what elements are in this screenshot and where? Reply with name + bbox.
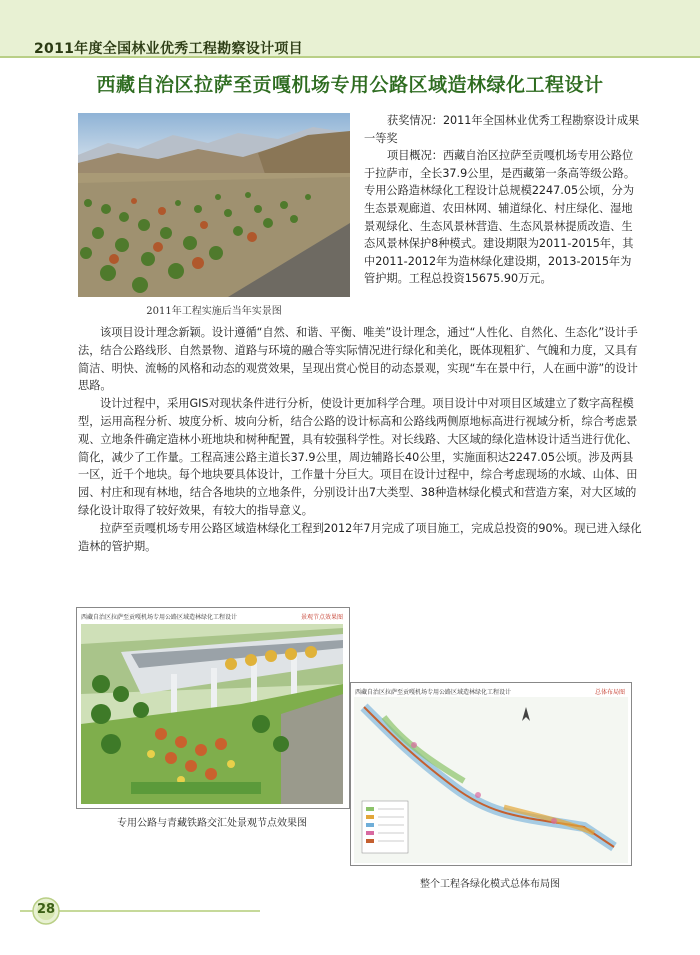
figure-sheet-label: 总体布局图	[594, 689, 625, 696]
project-summary	[364, 112, 640, 288]
footer-decoration	[0, 895, 700, 935]
body-paragraph: 该项目设计理念新颖。设计遵循“自然、和谐、平衡、唯美”设计理念，通过“人性化、自然化、生态化”设计手法，结合公路线形、自然景物、道路与环境的融合等实际情况进行绿化和美化，既体现粗犷、气魄和力度，又具有简洁、明快、流畅的风格和动态的观赏效果，呈现出赏心悦目的动态景观，实现“车在景中行，人在画中游”的设计思路。	[78, 326, 638, 393]
header-title: 2011年度全国林业优秀工程勘察设计项目	[34, 41, 303, 57]
figure-header: 西藏自治区拉萨至贡嘎机场专用公路区域造林绿化工程设计	[81, 614, 238, 621]
site-photo	[78, 113, 350, 297]
photo-caption: 2011年工程实施后当年实景图	[146, 306, 282, 317]
figure3-caption: 整个工程各绿化模式总体布局图	[420, 879, 560, 890]
figure2-caption: 专用公路与青藏铁路交汇处景观节点效果图	[117, 818, 307, 829]
figure-sheet-label: 景观节点效果图	[300, 614, 343, 621]
landscape-rendering	[81, 624, 343, 804]
body-paragraph: 拉萨至贡嘎机场专用公路区域造林绿化工程到2012年7月完成了项目施工，完成总投资的90%。现已进入绿化造林的管护期。	[78, 521, 642, 553]
layout-map-figure	[350, 682, 632, 866]
overview-paragraph: 项目概况：西藏自治区拉萨至贡嘎机场专用公路位于拉萨市，全长37.9公里，是西藏第一条高等级公路。专用公路造林绿化工程设计总规模2247.05公顷，分为生态景观廊道、农田林网、辅道绿化、村庄绿化、湿地景观绿化、生态风景林营造、生态风景林提质改造、生态风景林保护8种模式。建设期限为2011-2015年，其中2011-2012年为造林绿化建设期，2013-2015年为管护期。工程总投资15675.90万元。	[364, 149, 636, 286]
article-title: 西藏自治区拉萨至贡嘎机场专用公路区域造林绿化工程设计	[96, 74, 604, 96]
page-number: 28	[36, 902, 56, 917]
landscape-node-figure	[76, 607, 350, 809]
body-paragraph: 设计过程中，采用GIS对现状条件进行分析，使设计更加科学合理。项目设计中对项目区域建立了数字高程模型，运用高程分析、坡度分析、坡向分析，结合公路的设计标高和公路线两侧原地标高进行视域分析，综合考虑景观、立地条件确定造林小班地块和树种配置，具有较强科学性。对长线路、大区域的绿化造林设计适当进行优化、简化，减少了工作量。工程高速公路主道长37.9公里，周边辅路长40公里，实施面积达2247.05公顷。涉及两县一区，近千个地块。每个地块要具体设计，工作量十分巨大。项目在设计过程中，综合考虑现场的水域、山体、田园、村庄和现有林地，结合各地块的立地条件，分别设计出7大类型、38种造林绿化模式和营造方案，对大区域的绿化设计取得了较好效果，有较大的指导意义。	[78, 397, 638, 517]
article-body	[78, 324, 642, 555]
layout-map	[354, 697, 628, 863]
award-paragraph: 获奖情况：2011年全国林业优秀工程勘察设计成果一等奖	[364, 114, 640, 145]
figure-header: 西藏自治区拉萨至贡嘎机场专用公路区域造林绿化工程设计	[355, 689, 512, 696]
